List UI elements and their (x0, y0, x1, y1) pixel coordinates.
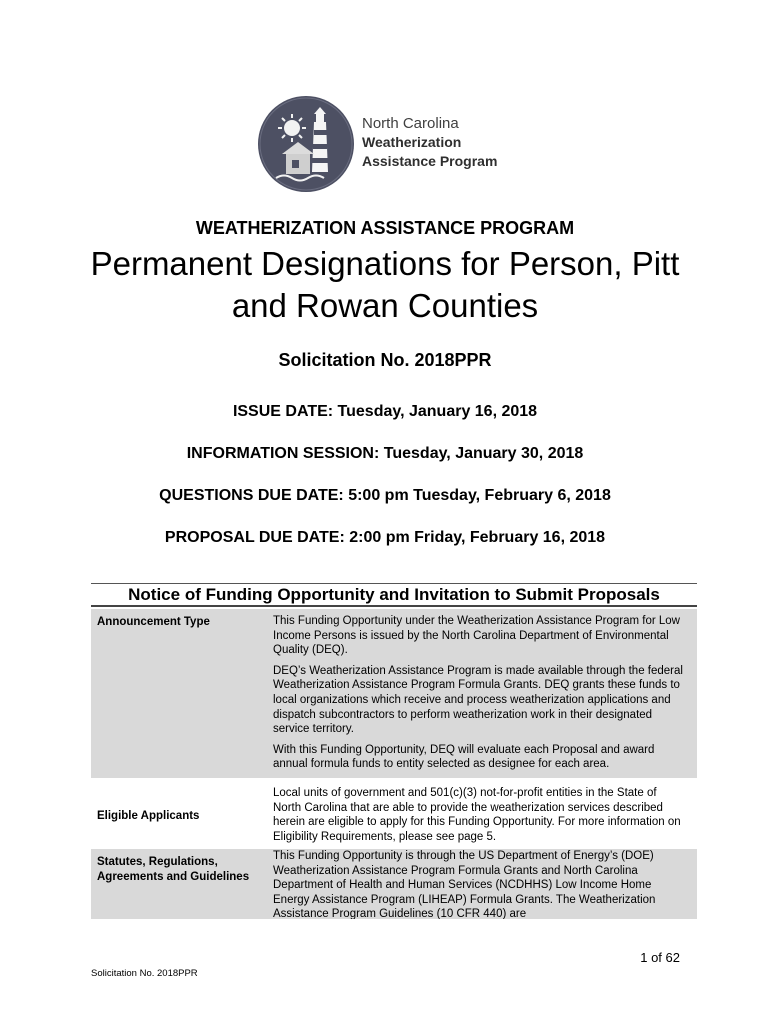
document-title (0, 243, 770, 327)
title-line-1: Permanent Designations for Person, Pitt (90, 245, 680, 282)
lighthouse-seal-icon (256, 94, 356, 194)
row-paragraph: This Funding Opportunity is through the US Department of Energy’s (DOE) Weatherization Assistance Program Formula Grants and North Carolina Department of Health and Human Services (NCDHHS) Low Income Home Energy Assistance Program (LIHEAP) Formula Grants. The Weatherization Assistance Program Guidelines (10 CFR 440) are (273, 850, 656, 919)
row-label: Announcement Type (97, 616, 210, 628)
footer-solicitation: Solicitation No. 2018PPR (91, 968, 198, 979)
program-logo (256, 94, 514, 194)
notice-top-rule (91, 583, 697, 584)
row-text (273, 849, 687, 919)
logo-line-2: Weatherization (362, 134, 462, 150)
issue-date: ISSUE DATE: Tuesday, January 16, 2018 (232, 403, 538, 420)
solicitation-number: Solicitation No. 2018PPR (278, 350, 492, 370)
logo-line-1: North Carolina (362, 115, 459, 132)
page-number: 1 of 62 (640, 950, 680, 965)
notice-row-announcement-type (91, 609, 697, 778)
notice-bottom-rule (91, 605, 697, 607)
row-label: Statutes, Regulations, Agreements and Guidelines (97, 856, 250, 883)
proposal-due-date: PROPOSAL DUE DATE: 2:00 pm Friday, February 16, 2018 (164, 529, 606, 546)
row-text (273, 786, 687, 850)
row-text (273, 614, 687, 778)
notice-heading: Notice of Funding Opportunity and Invitation to Submit Proposals (128, 585, 660, 604)
title-line-2: and Rowan Counties (231, 287, 539, 324)
logo-line-3: Assistance Program (362, 153, 498, 169)
row-paragraph: With this Funding Opportunity, DEQ will evaluate each Proposal and award annual formula funds to entity selected as designee for each area. (273, 743, 655, 771)
questions-due-date: QUESTIONS DUE DATE: 5:00 pm Tuesday, February 6, 2018 (159, 487, 611, 504)
row-paragraph: This Funding Opportunity under the Weatherization Assistance Program for Low Income Persons is issued by the North Carolina Department of Environmental Quality (DEQ). (273, 615, 680, 657)
row-label: Eligible Applicants (97, 810, 200, 822)
row-paragraph: DEQ’s Weatherization Assistance Program is made available through the federal Weatherization Assistance Program Formula Grants. DEQ grants these funds to local organizations which receive and process weatherization applications and dispatch subcontractors to perform weatherization work in their designated service territory. (273, 664, 683, 736)
notice-row-statutes (91, 849, 697, 919)
notice-row-eligible-applicants (91, 781, 697, 849)
program-kicker: WEATHERIZATION ASSISTANCE PROGRAM (195, 218, 575, 238)
information-session-date: INFORMATION SESSION: Tuesday, January 30, 2018 (186, 445, 584, 462)
row-paragraph: Local units of government and 501(c)(3) not-for-profit entities in the State of North Carolina that are able to provide the weatherization services described herein are eligible to apply for this Funding Opportunity. For more information on Eligibility Requirements, please see page 5. (273, 787, 681, 843)
